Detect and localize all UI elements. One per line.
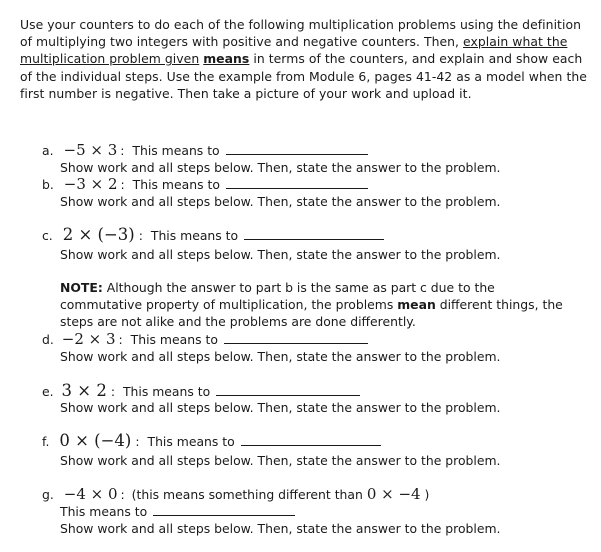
problem-e: e. 3 × 2 : This means to [42, 382, 360, 400]
answer-blank[interactable] [226, 142, 368, 155]
problem-prompt: This means to [60, 504, 148, 519]
answer-blank[interactable] [224, 331, 368, 344]
problem-prompt: This means to [122, 384, 211, 399]
instructions-underlined-text: explain what the multiplication problem given [20, 34, 568, 67]
problem-prompt: This means to [150, 228, 239, 243]
problem-letter: c. [42, 228, 53, 243]
problem-prompt: This means to [132, 177, 220, 192]
problem-letter: g. [42, 487, 54, 502]
problem-c: c. 2 × (−3) : This means to [42, 226, 384, 244]
answer-blank[interactable] [216, 383, 360, 396]
comparison-expression: 0 × −4 [366, 485, 421, 503]
note-paragraph: NOTE: Although the answer to part b is the same as part c due to the commutative property of multiplication, the problems mean different things, the steps are not alike and the problems are done differently. [60, 280, 563, 330]
problem-letter: b. [42, 177, 54, 192]
problem-expression: −5 × 3 [63, 141, 118, 159]
answer-blank[interactable] [153, 503, 295, 516]
problem-instruction: Show work and all steps below. Then, state the answer to the problem. [60, 349, 501, 364]
problem-note: (this means something different than [131, 487, 363, 502]
answer-blank[interactable] [244, 227, 384, 240]
instructions-paragraph [20, 16, 590, 102]
mean-emphasis: mean [397, 297, 436, 313]
problem-instruction: Show work and all steps below. Then, state the answer to the problem. [60, 160, 501, 175]
problem-instruction: Show work and all steps below. Then, state the answer to the problem. [60, 194, 501, 209]
problem-a: a. −5 × 3 : This means to [42, 142, 368, 159]
problem-instruction: Show work and all steps below. Then, state the answer to the problem. [60, 453, 501, 468]
problem-expression: 3 × 2 [61, 381, 107, 400]
problem-expression: −4 × 0 [63, 485, 118, 503]
problem-expression: −3 × 2 [63, 175, 118, 193]
problem-letter: e. [42, 384, 54, 399]
answer-blank[interactable] [226, 176, 368, 189]
problem-prompt: This means to [130, 332, 218, 347]
problem-b: b. −3 × 2 : This means to [42, 176, 368, 193]
instructions-text: Use your counters to do each of the following multiplication problems using the definition of multiplying two integers with positive and negative counters. Then, [20, 17, 581, 50]
problem-instruction: Show work and all steps below. Then, state the answer to the problem. [60, 247, 501, 262]
problem-g-prompt [60, 503, 295, 520]
problem-expression: 2 × (−3) [62, 225, 135, 244]
note-label: NOTE: [60, 280, 103, 295]
problem-prompt: This means to [132, 143, 220, 158]
problem-g: g. −4 × 0 : (this means something different than 0 × −4 ) [42, 485, 430, 503]
problem-expression: −2 × 3 [61, 330, 116, 348]
problem-letter: d. [42, 332, 54, 347]
problem-letter: a. [42, 143, 54, 158]
problem-d: d. −2 × 3 : This means to [42, 331, 368, 348]
problem-instruction: Show work and all steps below. Then, state the answer to the problem. [60, 521, 501, 536]
problem-prompt: This means to [147, 434, 235, 449]
problem-instruction: Show work and all steps below. Then, state the answer to the problem. [60, 400, 501, 415]
means-emphasis: means [203, 51, 250, 67]
problem-expression: 0 × (−4) [59, 431, 132, 450]
problem-f: f. 0 × (−4) : This means to [42, 432, 381, 450]
problem-letter: f. [42, 434, 50, 449]
instructions-text-continued: in terms of the counters, and explain and show each of the individual steps. Use the example from Module 6, pages 41-42 as a model when the first number is negative. Then take a picture of your work and upload it. [20, 51, 587, 101]
answer-blank[interactable] [241, 433, 381, 446]
